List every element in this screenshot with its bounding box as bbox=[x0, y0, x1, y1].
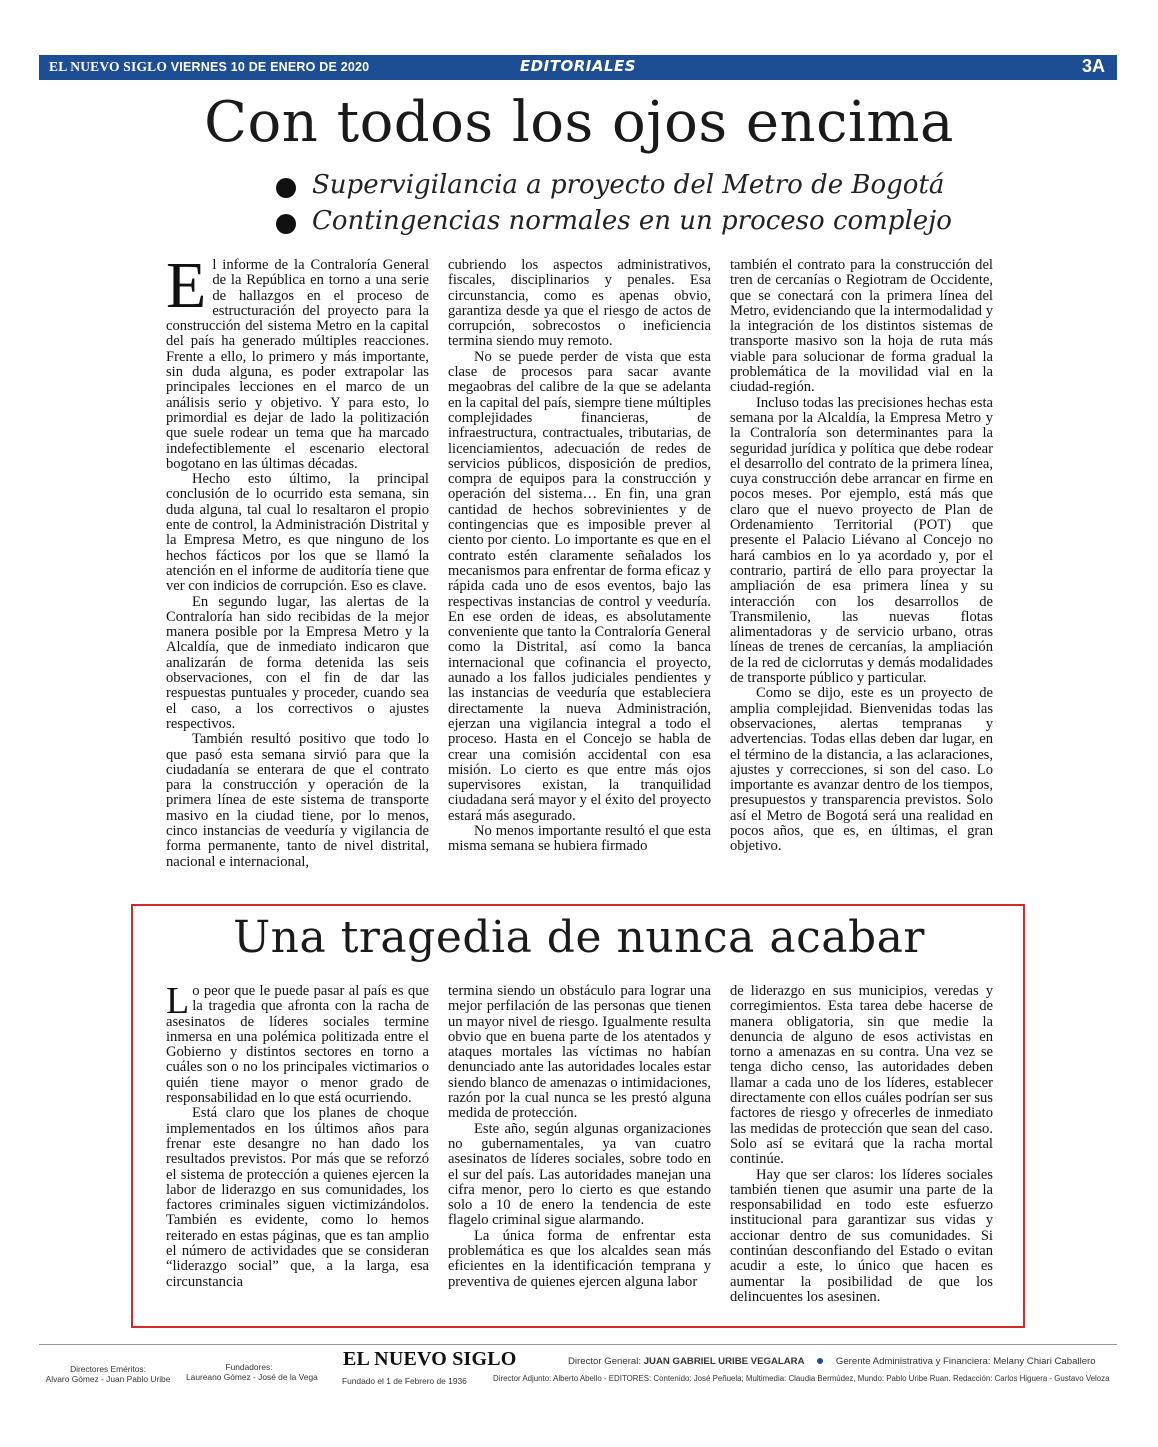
editorial-1-column-1 bbox=[166, 249, 429, 870]
editorial-2-body bbox=[166, 980, 993, 1305]
paragraph: Hecho esto último, la principal conclusión de lo ocurrido esta semana, sin duda alguna, tal cual lo resaltaron el propio ente de control, la Administración Distrital y la Empresa Metro, es que ninguno de los hechos fácticos por los que se llamó la atención en el informe de auditoría tiene que ver con indicios de corrupción. Eso es clave. bbox=[166, 471, 429, 595]
paragraph: No se puede perder de vista que esta clase de procesos para sacar avante megaobras del calibre de la que se adelanta en la capital del país, siempre tiene múltiples complejidades financieras, de infraestructura, contractuales, tributarias, de licenciamientos, adecuación de redes de servicios públicos, disposición de predios, compra de equipos para la construcción y operación del sistema… En fin, una gran cantidad de hechos sobrevinientes y de contingencias que es imposible prever al ciento por ciento. Lo importante es que en el contrato estén claramente señalados los mecanismos para enfrentar de forma eficaz y rápida cada uno de esos eventos, bajo las respectivas instancias de control y veeduría. En ese orden de ideas, es absolutamente conveniente que tanto la Contraloría General como la Distrital, así como la banca internacional que cofinancia el proyecto, aunado a los fallos judiciales pendientes y las instancias de veeduría que estableciera directamente la nueva Administración, ejerzan una vigilancia integral a todo el proceso. Hasta en el Concejo se habla de crear una comisión accidental con esa misión. Lo cierto es que entre más ojos supervisores existan, la tranquilidad ciudadana será mayor y el éxito del proyecto estará más asegurado. bbox=[448, 348, 711, 824]
header-brand: EL NUEVO SIGLO bbox=[49, 59, 168, 74]
paragraph: Incluso todas las precisiones hechas esta semana por la Alcaldía, la Empresa Metro y la Contraloría son determinantes para la seguridad jurídica y política que debe rodear el desarrollo del contrato de la primera línea, cuya construcción debe arrancar en firme en pocos meses. Por ejemplo, está más que claro que el nuevo proyecto de Plan de Ordenamiento Territorial (POT) que presente el Palacio Liévano al Concejo no hará cambios en lo ya acordado y, por el contrario, partirá de ello para proyectar la ampliación de esa primera línea y su interacción con los desarrollos de Transmilenio, las nuevas flotas alimentadoras y de servicio urbano, otras líneas de trenes de cercanías, la ampliación de la red de ciclorrutas y demás modalidades de transporte público y particular. bbox=[730, 394, 993, 687]
paragraph: termina siendo un obstáculo para lograr una mejor perfilación de las personas que tienen un mayor nivel de riesgo. Igualmente resulta obvio que en buena parte de los atentados y ataques mortales las víctimas no habían denunciado ante las autoridades locales estar siendo blanco de amenazas o intimidaciones, razón por la cual nunca se les prestó alguna medida de protección. bbox=[448, 983, 711, 1122]
paragraph: de liderazgo en sus municipios, veredas y corregimientos. Esta tarea debe hacerse de manera obligatoria, sin que medie la denuncia de alguno de esos activistas en torno a amenazas en su contra. Una vez se tenga dicho censo, las autoridades deben llamar a cada uno de los líderes, establecer directamente con ellos cuáles podrían ser sus factores de riesgo y ofrecerles de inmediato las medidas de protección que sean del caso. Solo así se evitará que la racha mortal continúe. bbox=[730, 983, 993, 1168]
footer-directores: Directores Eméritos: Alvaro Gómez - Juan Pablo Uribe bbox=[45, 1364, 171, 1384]
header-page-number: 3A bbox=[1081, 56, 1105, 76]
footer-divider bbox=[39, 1344, 1117, 1345]
paragraph: Lo peor que le puede pasar al país es que la tragedia que afronta con la racha de asesinatos de líderes sociales termine inmersa en una polémica politizada entre el Gobierno y distintos sectores en torno a cuáles son o no los principales victimarios o quién tiene mayor o menor grado de responsabilidad en lo que está ocurriendo. bbox=[166, 980, 429, 1107]
paragraph: Como se dijo, este es un proyecto de amplia complejidad. Bienvenidas todas las observaciones, alertas tempranas y advertencias. Todas ellas deben dar lugar, en el término de la distancia, a las aclaraciones, ajustes y correcciones, si son del caso. Lo importante es avanzar dentro de los tiempos, presupuestos y transparencia previstos. Solo así el Metro de Bogotá será una realidad en pocos años, que es, en últimas, el gran objetivo. bbox=[730, 685, 993, 855]
separator-dot-icon bbox=[817, 1358, 823, 1364]
page-header-bar bbox=[39, 55, 1117, 80]
editorial-2-column-2 bbox=[448, 984, 711, 1305]
paragraph: También resultó positivo que todo lo que pasó esta semana sirvió para que la ciudadanía se enterara de que el contrato para la construcción y operación de la primera línea de este sistema de transporte masivo en la ciudad tiene, por lo menos, cinco instancias de veeduría y vigilancia de forma permanente, tanto de nivel distrital, nacional e internacional, bbox=[166, 731, 429, 870]
editorial-2-column-3 bbox=[730, 984, 993, 1305]
editorial-1-column-2 bbox=[448, 258, 711, 870]
paragraph: No menos importante resultó el que esta misma semana se hubiera firmado bbox=[448, 822, 711, 855]
editorial-1-column-3 bbox=[730, 258, 993, 870]
paragraph: Hay que ser claros: los líderes sociales también tienen que asumir una parte de la responsabilidad en todo este esfuerzo institucional para garantizar sus vidas y accionar dentro de sus comunidades. Si continúan desconfiando del Estado o evitan acudir a este, lo único que hacen es aumentar la posibilidad de que los delincuentes los asesinen. bbox=[730, 1166, 993, 1305]
paragraph: Este año, según algunas organizaciones no gubernamentales, ya van cuatro asesinatos de líderes sociales, sobre todo en el sur del país. Las autoridades manejan una cifra menor, pero lo cierto es que estando solo a 10 de enero la tendencia de este flagelo criminal sigue alarmando. bbox=[448, 1120, 711, 1229]
header-section: EDITORIALES bbox=[519, 57, 637, 75]
drop-cap: L bbox=[166, 980, 190, 1022]
drop-cap: E bbox=[166, 249, 207, 322]
paragraph: cubriendo los aspectos administrativos, fiscales, disciplinarios y penales. Esa circunstancia, como es apenas obvio, garantiza desde ya que el riesgo de actos de corrupción, sobrecostos o ineficiencia termina siendo muy remoto. bbox=[448, 257, 711, 350]
editorial-2-title: Una tragedia de nunca acabar bbox=[233, 912, 925, 963]
editorial-2-column-1 bbox=[166, 980, 429, 1305]
paragraph: La única forma de enfrentar esta problemática es que los alcaldes sean más eficientes en la identificación temprana y preventiva de quienes ejercen alguna labor bbox=[448, 1227, 711, 1290]
editorial-1-body bbox=[166, 249, 993, 870]
footer-staff: Director Adjunto: Alberto Abello - EDITORES: Contenido: José Peñuela; Multimedia: Claudia Bermúdez, Mundo: Pablo Uribe Ruan. Redacción: Carlos Higuera - Gustavo Veloza bbox=[493, 1374, 1110, 1383]
footer-fundado: Fundado el 1 de Febrero de 1936 bbox=[342, 1376, 467, 1386]
footer-management: Director General: JUAN GABRIEL URIBE VEGALARA Gerente Administrativa y Financiera: Melany Chiari Caballero bbox=[568, 1356, 1096, 1367]
paragraph: En segundo lugar, las alertas de la Contraloría han sido recibidas de la mejor manera posible por la Empresa Metro y la Alcaldía, que de inmediato indicaron que analizarán de forma detenida las seis observaciones, con el fin de dar las respuestas puntuales y proceder, cuando sea el caso, a los correctivos o ajustes respectivos. bbox=[166, 593, 429, 732]
footer-logo: EL NUEVO SIGLO bbox=[343, 1348, 517, 1370]
paragraph: Está claro que los planes de choque implementados en los últimos años para frenar este desangre no han dado los resultados previstos. Por más que se reforzó el sistema de protección a quienes ejercen la labor de liderazgo en sus comunidades, los factores criminales siguen victimizándolos. También es evidente, como lo hemos reiterado en estas páginas, que es tan amplio el número de actividades que se consideran “liderazgo social” que, a la larga, esa circunstancia bbox=[166, 1105, 429, 1290]
paragraph: El informe de la Contraloría General de la República en torno a una serie de hallazgos en el proceso de estructuración del proyecto para la construcción del sistema Metro en la capital del país ha generado múltiples reacciones. Frente a ello, lo primero y más importante, sin duda alguna, es poder extrapolar las principales lecciones en el marco de un análisis serio y objetivo. Y para esto, lo primordial es dejar de lado la politización que suele rodear un tema que ha marcado indefectiblemente el escenario electoral bogotano en las últimas décadas. bbox=[166, 249, 429, 472]
editorial-1-title: Con todos los ojos encima bbox=[204, 90, 954, 155]
bullet-icon bbox=[276, 214, 296, 234]
footer-fundadores: Fundadores: Laureano Gómez - José de la Vega bbox=[186, 1362, 318, 1382]
bullet-icon bbox=[276, 178, 296, 198]
paragraph: también el contrato para la construcción del tren de cercanías o Regiotram de Occidente, que se conectará con la primera línea del Metro, evidenciando que la intermodalidad y la integración de los distintos sistemas de transporte masivo son la hoja de ruta más viable para solucionar de forma gradual la problemática de la movilidad vial en la ciudad-región. bbox=[730, 257, 993, 396]
header-date: VIERNES 10 DE ENERO DE 2020 bbox=[170, 60, 370, 74]
